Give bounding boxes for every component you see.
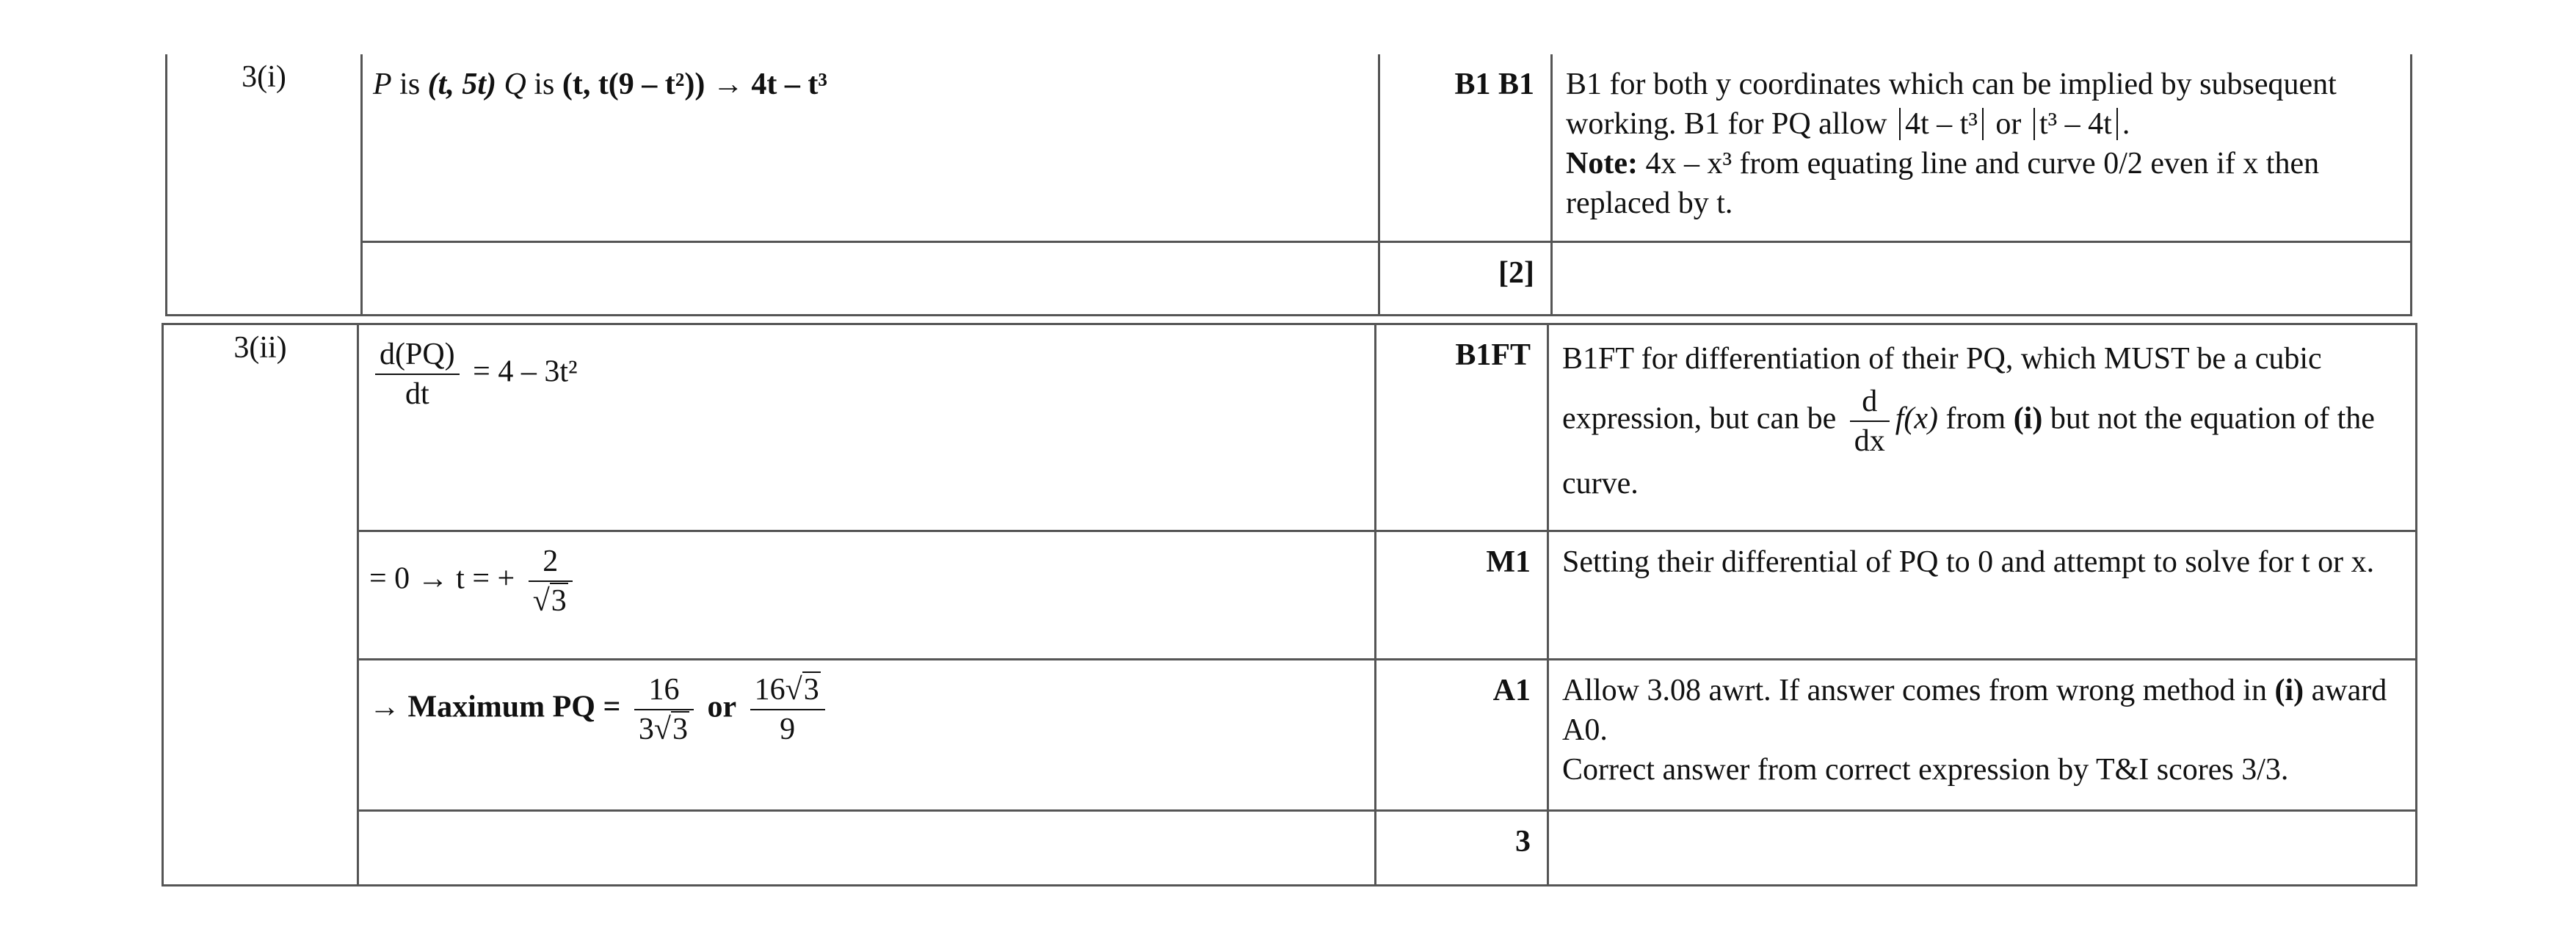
coefficient: 16 xyxy=(754,673,786,707)
note-text: 4x – x³ from equating line and curve 0/2 even if x then replaced by t. xyxy=(1566,147,2320,220)
guidance-text: Correct answer from correct expression by T&I scores 3/3. xyxy=(1562,753,2289,787)
guidance-punctuation: . xyxy=(2122,107,2130,141)
coefficient: 3 xyxy=(638,713,654,746)
fraction-denominator: 9 xyxy=(780,713,796,746)
t-value-fraction xyxy=(529,542,573,620)
mark-scheme-part-i xyxy=(165,54,2412,316)
answer-cell xyxy=(362,54,1379,241)
function-notation: f(x) xyxy=(1895,401,1939,436)
guidance-text: from xyxy=(1945,401,2006,436)
guidance-text: B1 for both y coordinates which can be implied by subsequent working. B1 for PQ allow xyxy=(1566,68,2337,141)
fraction-denominator xyxy=(529,582,573,620)
table-row xyxy=(167,241,2412,315)
fraction-numerator xyxy=(750,671,825,710)
mark-scheme-part-ii xyxy=(162,323,2417,886)
table-row xyxy=(163,324,2417,531)
equation-text: = 0 → t = + xyxy=(369,561,515,596)
answer-text: is xyxy=(526,68,562,101)
guidance-cell-empty xyxy=(1552,241,2412,315)
answer-cell xyxy=(358,324,1376,531)
absolute-value-expression: 4t – t³ xyxy=(1899,108,1984,140)
answer-cell xyxy=(358,531,1376,660)
point-q-label: Q xyxy=(504,68,526,101)
marks-cell: A1 xyxy=(1376,660,1548,811)
answer-cell xyxy=(358,660,1376,811)
guidance-cell-empty xyxy=(1548,811,2417,886)
table-row xyxy=(167,54,2412,241)
part-reference: (i) xyxy=(2013,401,2043,436)
table-row xyxy=(163,660,2417,811)
part-reference: (i) xyxy=(2274,674,2304,707)
guidance-cell xyxy=(1552,54,2412,241)
square-root-icon: √3 xyxy=(785,673,819,707)
total-marks: 3 xyxy=(1376,811,1548,886)
answer-cell-empty xyxy=(358,811,1376,886)
guidance-text: award A0. xyxy=(1562,674,2387,747)
question-number: 3(i) xyxy=(167,54,362,315)
fraction-denominator: dx xyxy=(1854,424,1885,458)
radicand: 3 xyxy=(672,713,688,746)
radicand: 3 xyxy=(551,584,567,618)
answer-cell-empty xyxy=(362,241,1379,315)
point-p-label: P xyxy=(373,68,392,101)
table-row xyxy=(163,531,2417,660)
marks-cell: B1FT xyxy=(1376,324,1548,531)
fraction-numerator: 16 xyxy=(634,671,694,710)
derivative-operator xyxy=(1850,382,1890,460)
marks-cell: B1 B1 xyxy=(1379,54,1552,241)
radicand: 3 xyxy=(803,673,819,707)
absolute-value-expression: t³ – 4t xyxy=(2033,108,2118,140)
derivative-result: = 4 – 3t² xyxy=(473,354,578,389)
fraction-numerator: 2 xyxy=(529,542,573,582)
point-p-coordinate: (t, 5t) xyxy=(427,68,496,101)
fraction-numerator: d xyxy=(1850,382,1890,422)
total-marks: [2] xyxy=(1379,241,1552,315)
marks-cell: M1 xyxy=(1376,531,1548,660)
guidance-text: but not the equation of the curve. xyxy=(1562,401,2375,500)
table-row xyxy=(163,811,2417,886)
fraction-numerator: d(PQ) xyxy=(375,335,460,375)
maximum-fraction-a xyxy=(634,671,694,749)
fraction-denominator: dt xyxy=(405,377,429,411)
guidance-cell xyxy=(1548,660,2417,811)
maximum-pq-label: → Maximum PQ = xyxy=(369,690,621,724)
point-q-coordinate: (t, t(9 – t²)) → 4t – t³ xyxy=(562,68,827,101)
guidance-text: B1FT for differentiation of their PQ, which MUST be a cubic expression, but can be xyxy=(1562,342,2322,436)
guidance-text: Allow 3.08 awrt. If answer comes from wrong method in xyxy=(1562,674,2267,707)
note-label: Note: xyxy=(1566,147,1638,181)
guidance-cell xyxy=(1548,324,2417,531)
maximum-fraction-b xyxy=(750,671,825,749)
fraction-denominator xyxy=(634,710,694,749)
guidance-cell: Setting their differential of PQ to 0 and attempt to solve for t or x. xyxy=(1548,531,2417,660)
or-text: or xyxy=(707,690,737,724)
square-root-icon: √3 xyxy=(653,713,688,746)
square-root-icon: √3 xyxy=(532,584,567,618)
derivative-fraction xyxy=(375,335,460,413)
question-number: 3(ii) xyxy=(163,324,358,886)
guidance-or: or xyxy=(1995,107,2022,141)
answer-text: is xyxy=(391,68,428,101)
